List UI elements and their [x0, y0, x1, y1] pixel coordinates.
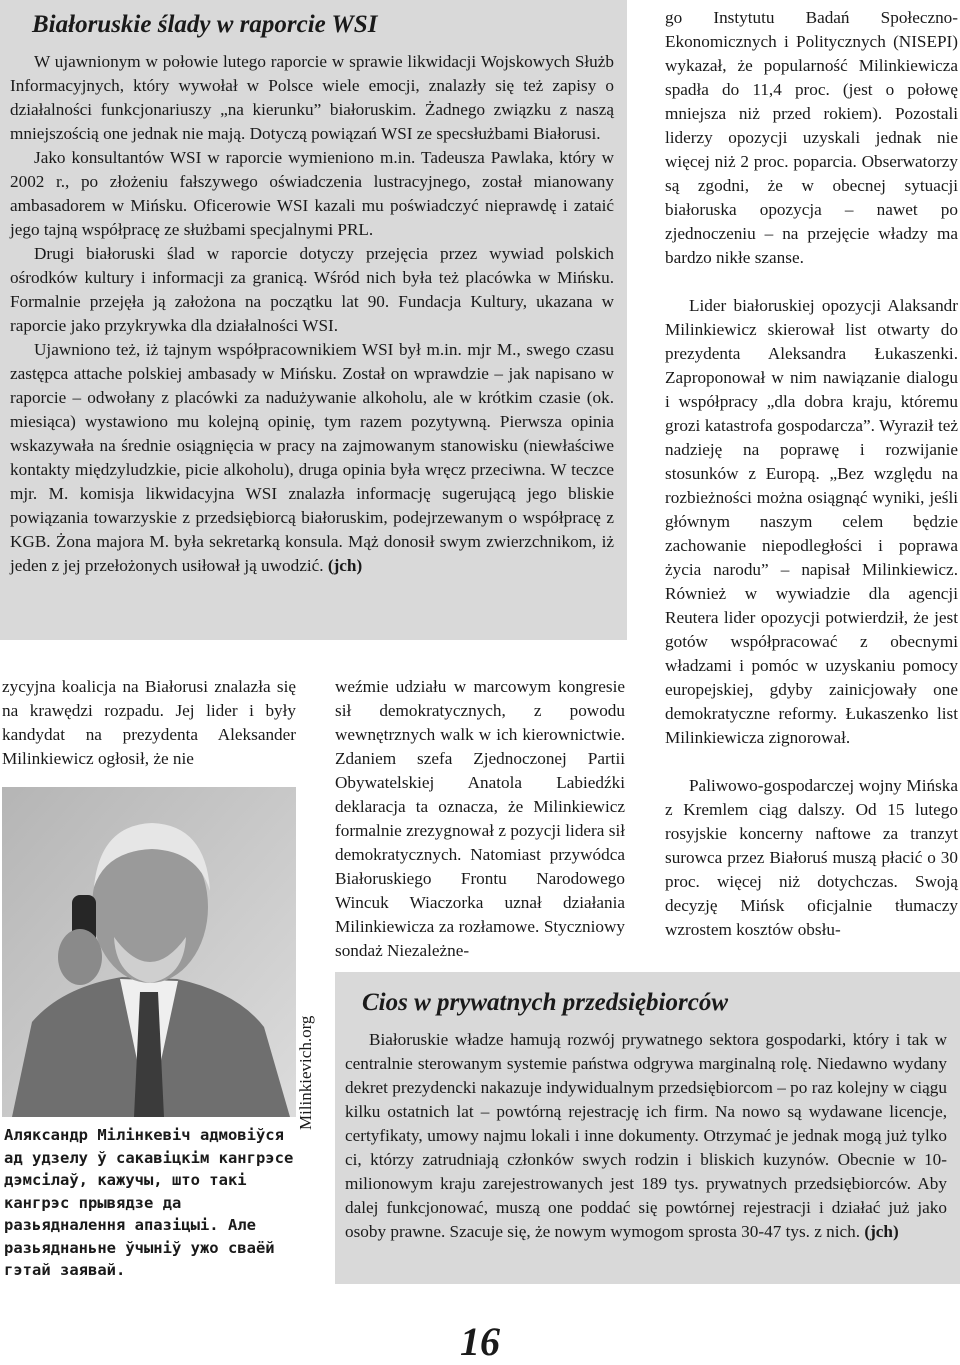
paragraph: Drugi białoruski ślad w raporcie dotyczy przejęcia przez wywiad polskich ośrodków kultury i informacji za granicą. Wśród nich była też placówka w Mińsku. Formalnie przejęła ją założona na początku lat 90. Fundacja Kultury, ukazana w raporcie jako przykrywka dla działalności WSI. [10, 244, 614, 335]
paragraph: zycyjna koalicja na Białorusi znalazła się na krawędzi rozpadu. Jej lider i były kandydat na prezydenta Aleksander Milinkiewicz ogłosił, że nie [2, 677, 296, 768]
paragraph: Lider białoruskiej opozycji Alaksandr Milinkiewicz skierował list otwarty do prezydenta Aleksandra Łukaszenki. Zaproponował w nim nawiązanie dialogu i współpracy „dla dobra kraju, któremu grozi katastrofa gospodarcza”. Wyraził też nadzieję na poprawę i rozwijanie stosunków z Europą. „Bez względu na rozbieżności można osiągnąć wyniki, jeśli głównym naszym celem będzie zachowanie niepodległości i poprawa życia narodu” – napisał Milinkiewicz. Również w wywiadzie dla agencji Reutera lider opozycji potwierdził, że jest gotów współpracować z obecnymi władzami i pomóc w uzyskaniu pomocy europejskiej, gdyby zainicjowały one demokratyczne reformy. Łukaszenko list Milinkiewicza zignorował. [665, 296, 958, 747]
signature: (jch) [327, 556, 363, 575]
portrait-image [2, 787, 296, 1117]
paragraph: W ujawnionym w połowie lutego raporcie w sprawie likwidacji Wojskowych Służb Informacyjnych, który wywołał w Polsce wiele emocji, znalazły się też zapisy o działalności funkcjonariuszy „na kierunku” białoruskim. Żadnego związku z naszą mniejszością one jednak nie mają. Dotyczą powiązań WSI ze specsłużbami Białorusi. [10, 52, 614, 143]
signature: (jch) [864, 1222, 899, 1241]
paragraph: Jako konsultantów WSI w raporcie wymieniono m.in. Tadeusza Pawlaka, który w 2002 r., po złożeniu fałszywego oświadczenia lustracyjnego, został mianowany ambasadorem w Mińsku. Oficerowie WSI kazali mu poświadczyć nieprawdę i zataić jego tajną współpracę ze służbami specjalnymi PRL. [10, 148, 614, 239]
article-column-left [2, 675, 296, 771]
paragraph: Paliwowo-gospodarczej wojny Mińska z Kremlem ciąg dalszy. Od 15 lutego rosyjskie koncerny naftowe za tranzyt surowca przez Białoruś muszą płacić o 30 proc. więcej niż dotychczas. Swoją decyzję Mińsk oficjalnie tłumaczy wzrostem kosztów obsłu- [665, 776, 958, 939]
paragraph: Ujawniono też, iż tajnym współpracownikiem WSI był m.in. mjr M., swego czasu zastępca attache polskiej ambasady w Mińsku. Został on wprawdzie – jak napisano w raporcie – odwołany z placówki za nadużywanie alkoholu, ale w krótkim czasie (ok. miesiąca) wystawiono mu kolejną opinię, tym razem pozytywną. Pierwsza opinia wskazywała na średnie osiągnięcia w pracy na zajmowanym stanowisku (niewłaściwe kontakty międzyludzkie, picie alkoholu), druga opinia była wręcz przeciwna. W teczce mjr. M. komisja likwidacyjna WSI znalazła informację sugerującą jego bliskie powiązania towarzyskie z przedsiębiorcą białoruskim, podejrzewanym o współpracę z KGB. Żona majora M. była sekretarką konsula. Mąż donosił swym zwierzchnikom, iż jeden z jej przełożonych usiłował ją uwodzić. (jch) [10, 340, 614, 575]
article-column-middle [335, 675, 625, 963]
photo-credit: Milinkievich.org [296, 1015, 315, 1130]
page-number: 16 [460, 1319, 500, 1364]
paragraph: weźmie udziału w marcowym kongresie sił demokratycznych, z powodu wewnętrznych walk w ich kierownictwie. Zdaniem szefa Zjednoczonej Partii Obywatelskiej Anatola Labiedźki deklaracja ta oznacza, że Milinkiewicz formalnie zrezygnował z pozycji lidera sił demokratycznych. Natomiast przywódca Białoruskiego Frontu Narodowego Wincuk Wiaczorka uznał działania Milinkiewicza za rozłamowe. Styczniowy sondaż Niezależne- [335, 677, 625, 960]
box-title-przedsiebiorcy: Cios w prywatnych przedsiębiorców [362, 989, 728, 1016]
photo-milinkiewicz [2, 787, 296, 1117]
box-title-wsi: Białoruskie ślady w raporcie WSI [32, 11, 378, 38]
box-body-przedsiebiorcy [345, 1028, 947, 1244]
box-body-wsi [10, 50, 614, 578]
article-column-right [665, 6, 958, 942]
paragraph: Białoruskie władze hamują rozwój prywatnego sektora gospodarki, który i tak w centralnie sterowanym systemie państwa odgrywa marginalną rolę. Niedawno wydany dekret prezydencki nakazuje indywidualnym przedsiębiorcom – po raz kolejny w ciągu kilku ostatnich lat – powtórną rejestrację ich firm. Na nowo są wydawane licencje, certyfikaty, umowy najmu lokali i inne dokumenty. Otrzymać je jednak mogą już tylko ci, którzy zatrudniają członków swych rodzin i bliskich kuzynów. Obecnie w 10-milionowym kraju zarejestrowanych jest 189 tys. prywatnych przedsiębiorców. Aby dalej funkcjonować, muszą one poddać się powtórnej rejestracji i działać już jako osoby prawne. Szacuje się, że nowym wymogom sprosta 30-47 tys. z nich. (jch) [345, 1030, 947, 1241]
paragraph: go Instytutu Badań Społeczno- Ekonomicznych i Politycznych (NISEPI) wykazał, że popularność Milinkiewicza spadła do 11,4 proc. (jest o połowę mniejsza niż przed rokiem). Pozostali liderzy opozycji uzyskali jednak nie więcej niż 2 proc. poparcia. Obserwatorzy są zgodni, że w obecnej sytuacji białoruska opozycja – nawet po zjednoczeniu – na przejęcie władzy ma bardzo nikłe szanse. [665, 8, 958, 267]
photo-caption: Аляксандр Мілінкевіч адмовіўся ад удзелу ў сакавіцкім кангрэсе дэмсілаў, кажучы, што такі кангрэс прывядзе да разьядналення апазіцыі. Але разьяднаньне ўчыніў ужо сваёй гэтай заявай. [4, 1126, 294, 1279]
